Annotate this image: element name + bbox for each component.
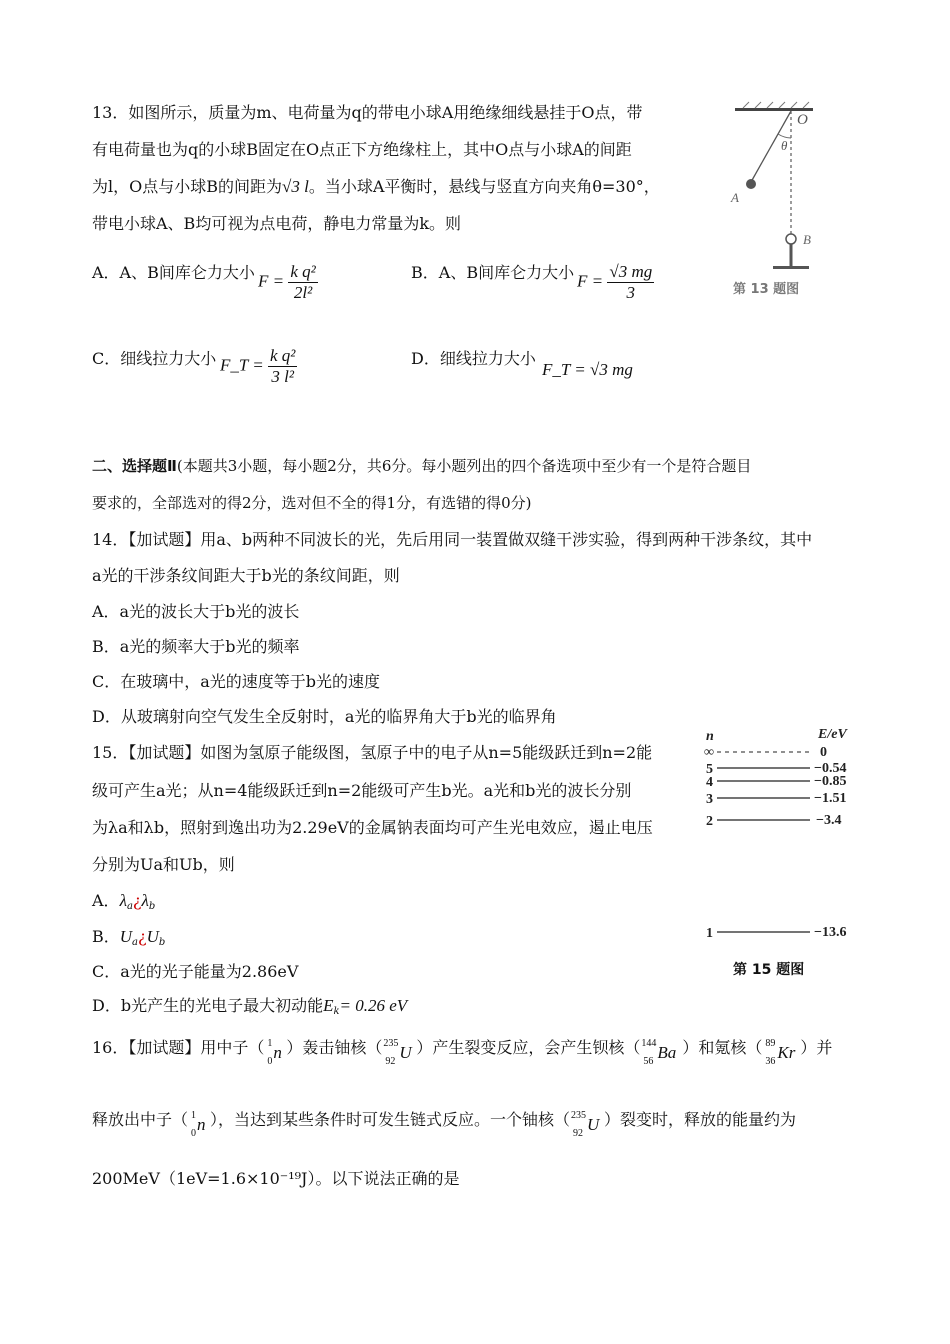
nuclide-barium <box>640 1036 682 1067</box>
energy-level-diagram <box>700 722 870 1007</box>
q16-line-2c: ）裂变时，释放的能量约为 <box>604 1110 797 1129</box>
section-2-line-2: 要求的，全部选对的得2分，选对但不全的得1分，有选错的得0分) <box>92 494 532 512</box>
barium-mass: 144 <box>641 1037 657 1049</box>
q13-option-c-lhs: F_T = <box>220 355 264 375</box>
q13-option-b-lhs: F = <box>577 271 604 291</box>
q15-option-a-relation: ¿ <box>132 891 142 910</box>
krypton-mass: 89 <box>765 1037 776 1049</box>
level-e-inf: 0 <box>820 745 827 760</box>
q15-line-2: 级可产生a光；从n=4能级跃迁到n=2能级可产生b光。a光和b光的波长分别 <box>92 781 632 800</box>
section-2-line-1 <box>92 455 751 477</box>
neutron-charge-2: 0 <box>191 1127 197 1139</box>
q15-option-d-sub-k: k <box>333 1006 340 1017</box>
level-e-2: −3.4 <box>816 813 842 828</box>
label-a: A <box>731 190 739 205</box>
q13-line-3a: 为l，O点与小球B的间距为 <box>92 177 282 196</box>
q13-figure-caption: 第 13 题图 <box>733 282 800 297</box>
q13-option-c-formula <box>220 346 297 387</box>
q16-line-2 <box>92 1106 797 1139</box>
barium-symbol: Ba <box>657 1042 677 1062</box>
q15-option-b-relation: ¿ <box>138 927 147 946</box>
level-n-4: 4 <box>706 775 713 790</box>
q13-line-1: 13．如图所示，质量为m、电荷量为q的带电小球A用绝缘细线悬挂于O点，带 <box>92 103 643 122</box>
uranium-mass-2: 235 <box>571 1109 587 1121</box>
q13-line-3c: 。当小球A平衡时，悬线与竖直方向夹角θ=30°， <box>308 177 660 196</box>
uranium-charge-2: 92 <box>573 1127 584 1139</box>
q15-option-b-u-b: U <box>146 927 159 946</box>
krypton-symbol: Kr <box>777 1042 796 1062</box>
q13-option-d-label: D．细线拉力大小 <box>411 349 536 368</box>
ceiling-hatch <box>743 102 809 108</box>
q13-option-d-formula: F_T = √3 mg <box>542 360 633 379</box>
uranium-mass-1: 235 <box>383 1037 399 1049</box>
level-e-5: −0.54 <box>814 761 847 776</box>
section-2-desc: (本题共3小题，每小题2分，共6分。每小题列出的四个备选项中至少有一个是符合题目 <box>176 457 752 475</box>
q13-option-b-den: 3 <box>626 283 636 302</box>
q15-line-4: 分别为Ua和Ub，则 <box>92 855 235 874</box>
q16-line-1 <box>92 1034 833 1067</box>
q14-option-a: A．a光的波长大于b光的波长 <box>92 602 300 621</box>
level-e-1: −13.6 <box>814 925 847 940</box>
q15-option-d-value: = 0.26 eV <box>339 996 408 1015</box>
neutron-mass-2: 1 <box>191 1109 197 1121</box>
level-e-4: −0.85 <box>814 774 847 789</box>
q13-option-a-label: A．A、B间库仑力大小 <box>92 263 255 282</box>
neutron-symbol-1: n <box>273 1042 282 1062</box>
q16-line-2b: ），当达到某些条件时可发生链式反应。一个铀核（ <box>210 1110 571 1129</box>
q15-option-c: C．a光的光子能量为2.86eV <box>92 962 299 981</box>
q15-option-b-prefix: B． <box>92 927 120 946</box>
q13-line-4: 带电小球A、B均可视为点电荷，静电力常量为k。则 <box>92 214 462 233</box>
q13-line-2: 有电荷量也为q的小球B固定在O点正下方绝缘柱上，其中O点与小球A的间距 <box>92 140 632 159</box>
q15-figure-caption: 第 15 题图 <box>733 962 805 978</box>
q15-option-b-sub-a: a <box>132 937 139 948</box>
q14-option-c: C．在玻璃中，a光的速度等于b光的速度 <box>92 672 381 691</box>
uranium-symbol-1: U <box>399 1042 412 1062</box>
q14-line-1: 14．【加试题】用a、b两种不同波长的光，先后用同一装置做双缝干涉实验，得到两种干涉条纹，其中 <box>92 530 813 549</box>
level-n-inf: ∞ <box>704 745 714 760</box>
uranium-symbol-2: U <box>587 1114 600 1134</box>
label-theta: θ <box>781 138 788 153</box>
q13-option-a-num: k q² <box>290 262 316 281</box>
q16-line-1d: ）和氪核（ <box>682 1038 763 1057</box>
q13-option-b-num: √3 mg <box>609 262 653 281</box>
barium-charge: 56 <box>643 1055 654 1067</box>
q16-line-2a: 释放出中子（ <box>92 1110 189 1129</box>
q14-option-d: D．从玻璃射向空气发生全反射时，a光的临界角大于b光的临界角 <box>92 707 557 726</box>
q14-option-b: B．a光的频率大于b光的频率 <box>92 637 300 656</box>
q15-option-b <box>92 926 165 954</box>
level-n-3: 3 <box>706 792 713 807</box>
q13-option-c-den: 3 l² <box>271 367 294 386</box>
q15-option-a <box>92 890 155 918</box>
level-n-2: 2 <box>706 814 713 829</box>
nuclide-neutron-1 <box>264 1036 286 1067</box>
q13-option-b-label: B．A、B间库仑力大小 <box>411 263 575 282</box>
q15-option-a-sub-a: a <box>126 901 133 912</box>
neutron-mass-1: 1 <box>267 1037 273 1049</box>
uranium-charge-1: 92 <box>385 1055 396 1067</box>
level-n-1: 1 <box>706 926 713 941</box>
q15-option-a-prefix: A． <box>92 891 120 910</box>
q15-option-d-text: D．b光产生的光电子最大初动能 <box>92 996 324 1015</box>
level-n-5: 5 <box>706 762 713 777</box>
q15-option-a-sub-b: b <box>148 901 156 912</box>
nuclide-neutron-2 <box>188 1108 210 1139</box>
nuclide-uranium-1 <box>382 1036 416 1067</box>
q15-option-b-sub-b: b <box>158 937 166 948</box>
q13-option-a-den: 2l² <box>293 283 313 302</box>
ceiling-bar <box>735 108 813 111</box>
neutron-symbol-2: n <box>197 1114 206 1134</box>
axis-n-label: n <box>706 729 714 744</box>
ball-b <box>786 234 796 244</box>
post-base <box>773 266 809 269</box>
nuclide-uranium-2 <box>570 1108 604 1139</box>
q15-line-1: 15．【加试题】如图为氢原子能级图，氢原子中的电子从n=5能级跃迁到n=2能 <box>92 743 653 762</box>
q13-option-a-formula <box>258 262 318 303</box>
neutron-charge-1: 0 <box>267 1055 273 1067</box>
q13-option-c-label: C．细线拉力大小 <box>92 349 217 368</box>
label-b: B <box>803 232 811 247</box>
q14-line-2: a光的干涉条纹间距大于b光的条纹间距，则 <box>92 566 400 585</box>
q16-line-1e: ）并 <box>800 1038 833 1057</box>
q16-line-3: 200MeV（1eV=1.6×10⁻¹⁹J）。以下说法正确的是 <box>92 1169 460 1188</box>
q15-option-d <box>92 995 407 1023</box>
q13-option-c-num: k q² <box>270 346 296 365</box>
section-2-title: 二、选择题Ⅱ <box>92 457 177 475</box>
label-o: O <box>797 112 808 128</box>
krypton-charge: 36 <box>765 1055 776 1067</box>
q15-option-a-lambda-b: λ <box>141 891 149 910</box>
q16-line-1a: 16．【加试题】用中子（ <box>92 1038 265 1057</box>
q16-line-1b: ）轰击铀核（ <box>286 1038 383 1057</box>
axis-e-label: E/eV <box>818 727 847 742</box>
ball-a <box>746 179 756 189</box>
q13-figure <box>715 100 835 300</box>
q16-line-1c: ）产生裂变反应，会产生钡核（ <box>416 1038 641 1057</box>
q13-sqrt3l: √3 l <box>282 177 309 196</box>
nuclide-krypton <box>762 1036 800 1067</box>
q13-line-3 <box>92 176 660 198</box>
q13-option-b-formula <box>577 262 654 303</box>
q15-option-b-u-a: U <box>119 927 133 946</box>
level-e-3: −1.51 <box>814 791 847 806</box>
q15-option-a-lambda-a: λ <box>119 891 127 910</box>
q15-option-d-e: E <box>323 996 334 1015</box>
q15-line-3: 为λa和λb，照射到逸出功为2.29eV的金属钠表面均可产生光电效应，遏止电压 <box>92 818 653 837</box>
q13-option-a-lhs: F = <box>258 271 285 291</box>
